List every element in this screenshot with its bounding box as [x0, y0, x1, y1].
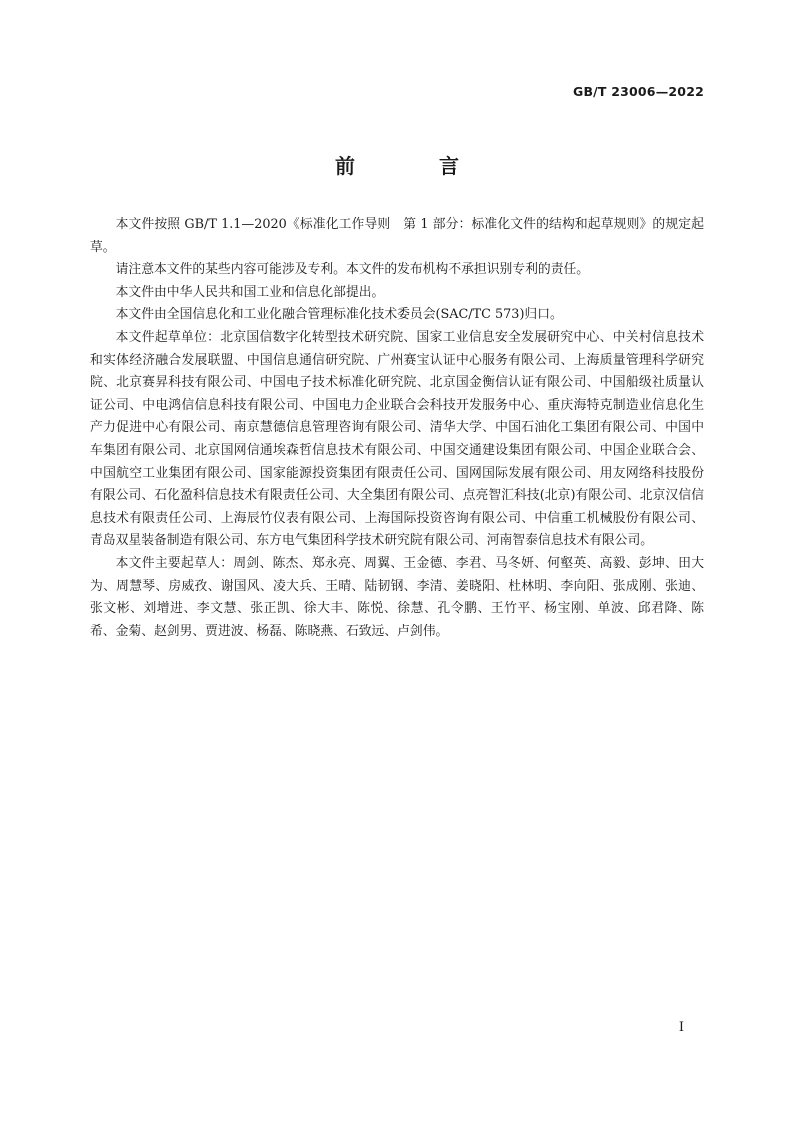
- page-title: 前 言: [335, 154, 491, 178]
- page-number: Ⅰ: [678, 1020, 684, 1035]
- paragraph-proposer: 本文件由中华人民共和国工业和信息化部提出。: [115, 284, 385, 300]
- paragraph-drafting-organizations: 本文件起草单位：北京国信数字化转型技术研究院、国家工业信息安全发展研究中心、中关村信息技术和实体经济融合发展联盟、中国信息通信研究院、广州赛宝认证中心服务有限公司、上海质量管理科学研究院、北京赛昇科技有限公司、中国电子技术标准化研究院、北京国金衡信认证有限公司、中国船级社质量认证公司、中电鸿信信息科技有限公司、中国电力企业联合会科技开发服务中心、重庆海特克制造业信息化生产力促进中心有限公司、南京慧德信息管理咨询有限公司、清华大学、中国石油化工集团有限公司、中国中车集团有限公司、北京国网信通埃森哲信息技术有限公司、中国交通建设集团有限公司、中国企业联合会、中国航空工业集团有限公司、国家能源投资集团有限责任公司、国网国际发展有限公司、用友网络科技股份有限公司、石化盈科信息技术有限责任公司、大全集团有限公司、点亮智汇科技(北京)有限公司、北京汉信信息技术有限责任公司、上海辰竹仪表有限公司、上海国际投资咨询有限公司、中信重工机械股份有限公司、青岛双星装备制造有限公司、东方电气集团科学技术研究院有限公司、河南智泰信息技术有限公司。: [90, 329, 704, 549]
- paragraph-main-drafters: 本文件主要起草人：周剑、陈杰、郑永亮、周翼、王金德、李君、马冬妍、何壑英、高毅、彭坤、田大为、周慧琴、房威孜、谢国风、凌大兵、王晴、陆韧钢、李清、姜晓阳、杜林明、李向阳、张成刚、张迪、张文彬、刘增进、李文慧、张正凯、徐大丰、陈悦、徐慧、孔令鹏、王竹平、杨宝刚、单波、邱君降、陈希、金菊、赵剑男、贾进波、杨磊、陈晓燕、石致远、卢剑伟。: [90, 555, 704, 639]
- document-body: [90, 214, 704, 643]
- paragraph-patent-notice: 请注意本文件的某些内容可能涉及专利。本文件的发布机构不承担识别专利的责任。: [115, 262, 590, 278]
- paragraph-drafting-rules: 本文件按照 GB/T 1.1—2020《标准化工作导则 第 1 部分：标准化文件的结构和起草规则》的规定起草。: [90, 217, 704, 255]
- paragraph-technical-committee: 本文件由全国信息化和工业化融合管理标准化技术委员会(SAC/TC 573)归口。: [115, 307, 563, 323]
- standard-code: GB/T 23006—2022: [572, 84, 704, 99]
